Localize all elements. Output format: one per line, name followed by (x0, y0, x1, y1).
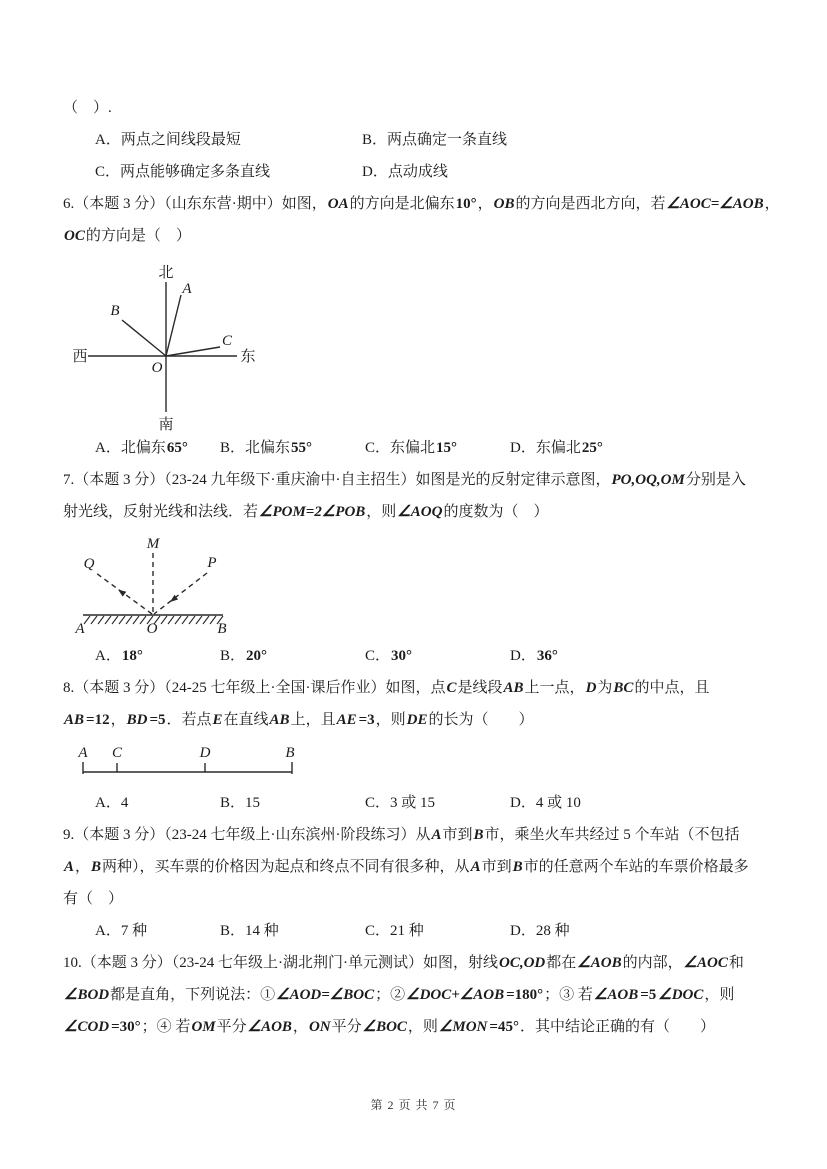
text-segment: 25° (581, 440, 603, 456)
text-segment: 的方向是（ ） (85, 228, 191, 244)
math-expression: ∠POM=2∠POB (259, 504, 366, 520)
text-segment: 36° (536, 648, 558, 664)
text-segment: 射光线，反射光线和法线．若 (63, 504, 259, 520)
point-a-label: A (182, 281, 192, 297)
text-segment: ，则 (704, 987, 735, 1003)
question-9-text-line-3 (63, 883, 766, 915)
text-segment: ；③ 若 (544, 987, 593, 1003)
origin-o-label: O (151, 360, 163, 376)
option-c (365, 640, 413, 672)
text-segment: 都是直角，下列说法：① (110, 987, 276, 1003)
compass-direction-diagram (70, 252, 270, 437)
text-segment: 的方向是北偏东 (349, 196, 455, 212)
question-5-options-row-1 (63, 124, 766, 156)
math-expression: ∠AOD=∠BOC (276, 987, 375, 1003)
text-segment: D． (510, 648, 536, 664)
normal-m-label: M (146, 536, 160, 552)
text-segment: 的中点，且 (634, 680, 710, 696)
text-segment: 9.（本题 3 分）（23-24 七年级上·山东滨州·阶段练习）从 (63, 827, 431, 843)
math-expression: D (585, 680, 597, 696)
math-expression: ∠AOB (593, 987, 639, 1003)
text-segment: 市到 (442, 827, 473, 843)
option-d (510, 432, 604, 464)
question-9-text-line-1 (63, 819, 766, 851)
question-7-text-line-1 (63, 464, 766, 496)
text-segment: 7.（本题 3 分）（23-24 九年级下·重庆渝中·自主招生）如图是光的反射定律示意图， (63, 472, 611, 488)
option-b (220, 915, 279, 947)
option-a (95, 915, 147, 947)
text-segment: 65° (166, 440, 188, 456)
east-label: 东 (240, 349, 256, 365)
ray-ob (122, 320, 166, 356)
option-c (365, 432, 458, 464)
text-segment: =3 (358, 712, 375, 728)
text-segment: D．东偏北 (510, 440, 581, 456)
option-b (220, 787, 260, 819)
text-segment: 55° (291, 440, 313, 456)
math-expression: BD (126, 712, 148, 728)
math-expression: OM (191, 1019, 216, 1035)
math-expression: ∠AOC (683, 955, 728, 971)
text-segment: 两种），买车票的价格因为起点和终点不同有很多种，从 (102, 859, 470, 875)
math-expression: ∠DOC+∠AOB (406, 987, 505, 1003)
point-c-label: C (111, 745, 123, 761)
text-segment: ， (75, 859, 91, 875)
math-expression: ∠BOD (64, 987, 110, 1003)
text-segment: B． (220, 648, 246, 664)
math-expression: ∠BOC (362, 1019, 407, 1035)
math-expression: ∠DOC (658, 987, 704, 1003)
text-segment: A．7 种 (95, 923, 148, 939)
option-d (362, 156, 448, 188)
text-segment: 上一点， (524, 680, 585, 696)
math-expression: ON (308, 1019, 331, 1035)
question-10-text-line-2 (63, 979, 766, 1011)
text-segment: 的内部， (622, 955, 683, 971)
segment-acdb-diagram (75, 742, 305, 787)
text-segment: C．两点能够确定多条直线 (95, 164, 271, 180)
math-expression: OC (64, 228, 85, 244)
math-expression: ∠AOB (247, 1019, 292, 1035)
text-segment: C．东偏北 (365, 440, 436, 456)
question-7-figure (63, 528, 766, 640)
option-d (510, 787, 581, 819)
point-b-label: B (217, 621, 227, 637)
text-segment: A．两点之间线段最短 (95, 132, 241, 148)
question-9-options-row (63, 915, 766, 947)
math-expression: ∠MON (438, 1019, 488, 1035)
west-label: 西 (72, 349, 88, 365)
text-segment: ，则 (407, 1019, 438, 1035)
incident-ray-po (154, 573, 207, 614)
math-expression: A (470, 859, 481, 875)
text-segment: 6.（本题 3 分）（山东东营·期中）如图， (63, 196, 327, 212)
text-segment: 的方向是西北方向，若 (515, 196, 666, 212)
question-6-text-line-1 (63, 188, 780, 220)
math-expression: C (446, 680, 457, 696)
text-segment: C．21 种 (365, 923, 424, 939)
text-segment: =12 (86, 712, 110, 728)
text-segment: 平分 (216, 1019, 247, 1035)
text-segment: 10.（本题 3 分）（23-24 七年级上·湖北荆门·单元测试）如图，射线 (63, 955, 498, 971)
option-a (95, 124, 241, 156)
text-segment: 市的任意两个车站的车票价格最多 (523, 859, 749, 875)
text-segment: A． (95, 648, 121, 664)
question-6-figure (63, 252, 766, 432)
question-8-text-line-1 (63, 672, 766, 704)
text-segment: 上，且 (290, 712, 336, 728)
text-segment: 8.（本题 3 分）（24-25 七年级上·全国·课后作业）如图，点 (63, 680, 446, 696)
text-segment: A．4 (95, 795, 129, 811)
text-segment: A．北偏东 (95, 440, 166, 456)
text-segment: 15° (436, 440, 458, 456)
text-segment: 分别是入 (685, 472, 746, 488)
text-segment: 的度数为（ ） (443, 504, 549, 520)
option-a (95, 787, 128, 819)
math-expression: BC (613, 680, 634, 696)
text-segment: ．若点 (166, 712, 212, 728)
math-expression: OC,OD (499, 955, 546, 971)
option-a (95, 640, 144, 672)
point-c-label: C (221, 333, 233, 349)
math-expression: PO,OQ,OM (611, 472, 685, 488)
text-segment: =180° (506, 987, 544, 1003)
option-b (362, 124, 507, 156)
text-segment: C． (365, 648, 391, 664)
math-expression: AB (269, 712, 290, 728)
math-expression: B (473, 827, 484, 843)
math-expression: ∠AOB (577, 955, 622, 971)
question-5-options-row-2 (63, 156, 766, 188)
arrowhead-reflected (118, 590, 126, 597)
text-segment: 市，乘坐火车共经过 5 个车站（不包括 (484, 827, 740, 843)
point-a-label: A (75, 621, 85, 637)
text-segment: ， (764, 196, 780, 212)
ray-oc (166, 347, 220, 356)
option-c (95, 156, 270, 188)
option-c (365, 787, 435, 819)
north-label: 北 (158, 265, 174, 281)
math-expression: B (512, 859, 523, 875)
math-expression: ∠COD (64, 1019, 110, 1035)
point-b-label: B (285, 745, 295, 761)
text-segment: B．14 种 (220, 923, 279, 939)
point-d-label: D (199, 745, 211, 761)
math-expression: A (64, 859, 75, 875)
option-d (510, 640, 559, 672)
ray-oa (166, 295, 181, 356)
question-8-text-line-2 (63, 704, 766, 736)
text-segment: D．28 种 (510, 923, 570, 939)
text-segment: =30° (111, 1019, 141, 1035)
option-a (95, 432, 189, 464)
math-expression: AB (64, 712, 85, 728)
option-d (510, 915, 570, 947)
text-segment: 市到 (481, 859, 512, 875)
text-segment: =5 (640, 987, 657, 1003)
text-segment: ， (477, 196, 493, 212)
text-segment: C．3 或 15 (365, 795, 436, 811)
math-expression: AE (336, 712, 357, 728)
text-segment: =5 (149, 712, 166, 728)
math-expression: B (91, 859, 102, 875)
text-segment: 都在 (546, 955, 577, 971)
math-expression: ∠AOC=∠AOB (666, 196, 764, 212)
text-segment: ；④ 若 (141, 1019, 191, 1035)
page-number-footer: 第 2 页 共 7 页 (370, 1098, 457, 1112)
origin-o-label: O (146, 621, 158, 637)
question-6-text-line-2 (63, 220, 766, 252)
text-segment: 为 (597, 680, 613, 696)
text-segment: D．4 或 10 (510, 795, 581, 811)
text-segment: ， (110, 712, 126, 728)
point-b-label: B (110, 303, 120, 319)
text-segment: 是线段 (457, 680, 503, 696)
question-8-figure (63, 736, 766, 787)
question-9-text-line-2 (63, 851, 766, 883)
option-b (220, 432, 313, 464)
text-segment: 的长为（ ） (428, 712, 534, 728)
text-segment: =45° (489, 1019, 519, 1035)
text-segment: 和 (728, 955, 744, 971)
text-segment: ， (292, 1019, 308, 1035)
light-reflection-diagram (70, 531, 245, 646)
text-segment: D．点动成线 (362, 164, 448, 180)
question-10-text-line-1 (63, 947, 766, 979)
option-b (220, 640, 268, 672)
text-segment: 平分 (331, 1019, 362, 1035)
question-7-text-line-2 (63, 496, 766, 528)
text-segment: ，则 (366, 504, 397, 520)
south-label: 南 (158, 417, 174, 433)
text-segment: 18° (121, 648, 143, 664)
question-7-options-row (63, 640, 766, 672)
math-expression: DE (406, 712, 428, 728)
text-segment: ；② (375, 987, 406, 1003)
text-segment: B．15 (220, 795, 261, 811)
math-expression: AB (503, 680, 524, 696)
text-segment: 有（ ） (63, 891, 124, 907)
question-8-options-row (63, 787, 766, 819)
point-a-label: A (78, 745, 88, 761)
text-segment: ．其中结论正确的有（ ） (519, 1019, 715, 1035)
point-q-label: Q (83, 556, 95, 572)
text-segment: 10° (455, 196, 477, 212)
question-10-text-line-3 (63, 1011, 766, 1043)
text-segment: B．两点确定一条直线 (362, 132, 508, 148)
math-expression: OB (493, 196, 515, 212)
text-segment: 30° (391, 648, 413, 664)
math-expression: OA (327, 196, 349, 212)
math-expression: E (212, 712, 223, 728)
text-segment: 在直线 (223, 712, 269, 728)
question-6-options-row (63, 432, 766, 464)
page-content (63, 92, 780, 1043)
text-segment: （ ）. (63, 100, 112, 116)
text-segment: 20° (246, 648, 268, 664)
point-p-label: P (207, 555, 217, 571)
math-expression: ∠AOQ (397, 504, 443, 520)
question-5-answer-blank (63, 92, 766, 124)
text-segment: B．北偏东 (220, 440, 291, 456)
text-segment: ，则 (375, 712, 406, 728)
math-expression: A (431, 827, 442, 843)
option-c (365, 915, 424, 947)
